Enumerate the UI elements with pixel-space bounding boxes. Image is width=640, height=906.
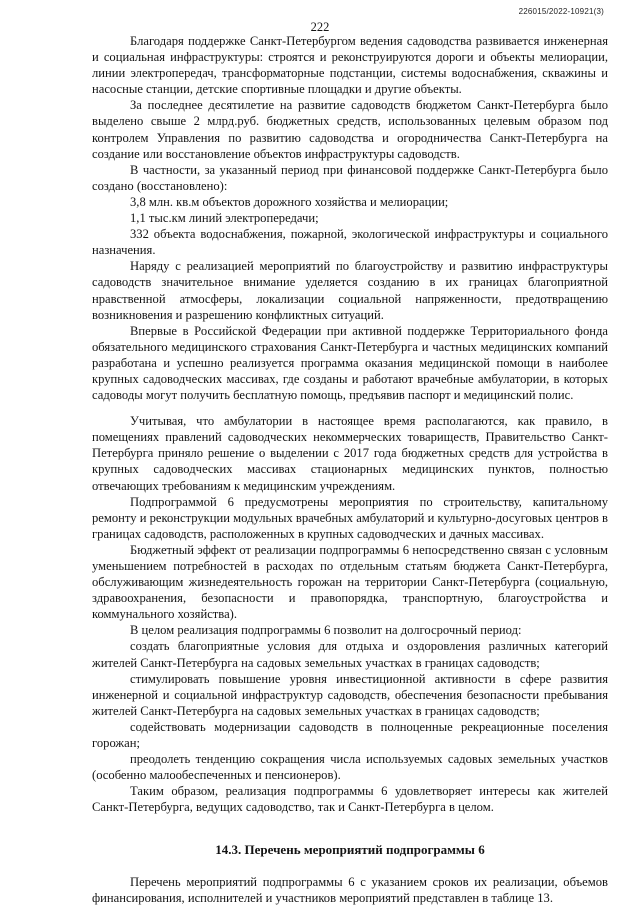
- paragraph: В частности, за указанный период при финансовой поддержке Санкт-Петербурга было создано (восстановлено):: [92, 162, 608, 193]
- paragraph: Подпрограммой 6 предусмотрены мероприятия по строительству, капитальному ремонту и реконструкции модульных врачебных амбулаторий и культурно-досуговых центров в границах садоводств, расположенных в крупных садоводческих и дачных массивах.: [92, 494, 608, 541]
- page-body: [92, 33, 608, 906]
- list-item: 3,8 млн. кв.м объектов дорожного хозяйства и мелиорации;: [130, 194, 449, 209]
- list-item: 1,1 тыс.км линий электропередачи;: [130, 211, 319, 226]
- section-heading: 14.3. Перечень мероприятий подпрограммы 6: [215, 841, 485, 857]
- list-item: стимулировать повышение уровня инвестиционной активности в сфере развития инженерной и социальной инфраструктур садоводств, обеспечения безопасности пребывания жителей Санкт-Петербурга на садовых земельных участках в границах садоводств;: [92, 671, 608, 718]
- list-item: преодолеть тенденцию сокращения числа используемых садовых земельных участков (особенно малообеспеченных и пенсионеров).: [92, 752, 608, 783]
- paragraph: Учитывая, что амбулатории в настоящее время располагаются, как правило, в помещениях правлений садоводческих некоммерческих товариществ, Правительство Санкт-Петербурга приняло решение о выделении с 2017 года бюджетных средств для устройства в крупных садоводческих массивах стационарных медицинских пунктов, полностью отвечающих требованиям к медицинским учреждениям.: [92, 414, 608, 493]
- list-item: содействовать модернизации садоводств в полноценные рекреационные поселения горожан;: [92, 719, 608, 751]
- document-reference-number: 226015/2022-10921(3): [518, 7, 604, 16]
- paragraph: Перечень мероприятий подпрограммы 6 с указанием сроков их реализации, объемов финансирования, исполнителей и участников мероприятий представлен в таблице 13.: [92, 874, 608, 905]
- paragraph: Таким образом, реализация подпрограммы 6 удовлетворяет интересы как жителей Санкт-Петербурга, ведущих садоводство, так и Санкт-Петербурга в целом.: [92, 784, 608, 815]
- paragraph: За последнее десятилетие на развитие садоводств бюджетом Санкт-Петербурга было выделено свыше 2 млрд.руб. бюджетных средств, использованных целевым образом под контролем Управления по развитию садоводства и огородничества Санкт-Петербурга на создание или восстановление объектов инфраструктуры садоводств.: [92, 98, 608, 161]
- paragraph: Наряду с реализацией мероприятий по благоустройству и развитию инфраструктуры садоводств значительное внимание уделяется созданию в их границах благоприятной нравственной атмосферы, локализации социальной напряженности, предотвращению возникновения и разрешению конфликтных ситуаций.: [92, 259, 608, 322]
- paragraph: Бюджетный эффект от реализации подпрограммы 6 непосредственно связан с условным уменьшением потребностей в расходах по отдельным статьям бюджета Санкт-Петербурга, обслуживающим жизнедеятельность горожан на территории Санкт-Петербурга (социальную, здравоохранения, безопасности и правопорядка, транспортную, благоустройства и коммунального хозяйства).: [92, 542, 608, 622]
- list-item: 332 объекта водоснабжения, пожарной, экологической инфраструктуры и социального назначения.: [92, 227, 608, 258]
- paragraph: В целом реализация подпрограммы 6 позволит на долгосрочный период:: [130, 623, 522, 638]
- paragraph: Впервые в Российской Федерации при активной поддержке Территориального фонда обязательного медицинского страхования Санкт-Петербурга и частных медицинских компаний разработана и успешно реализуется программа оказания медицинской помощи в наиболее крупных садоводческих массивах, где созданы и работают врачебные амбулатории, в которых садоводы могут получить бесплатную помощь, предъявив паспорт и медицинский полис.: [92, 323, 608, 403]
- page-number: 222: [310, 20, 330, 34]
- list-item: создать благоприятные условия для отдыха и оздоровления различных категорий жителей Санкт-Петербурга на садовых земельных участках в границах садоводств;: [92, 639, 608, 670]
- paragraph: Благодаря поддержке Санкт-Петербургом ведения садоводства развивается инженерная и социальная инфраструктуры: строятся и реконструируются дороги и объекты мелиорации, линии электропередач, трансформаторные подстанции, системы водоснабжения, скважины и насосные станции, детские спортивные площадки и другие объекты.: [92, 34, 608, 97]
